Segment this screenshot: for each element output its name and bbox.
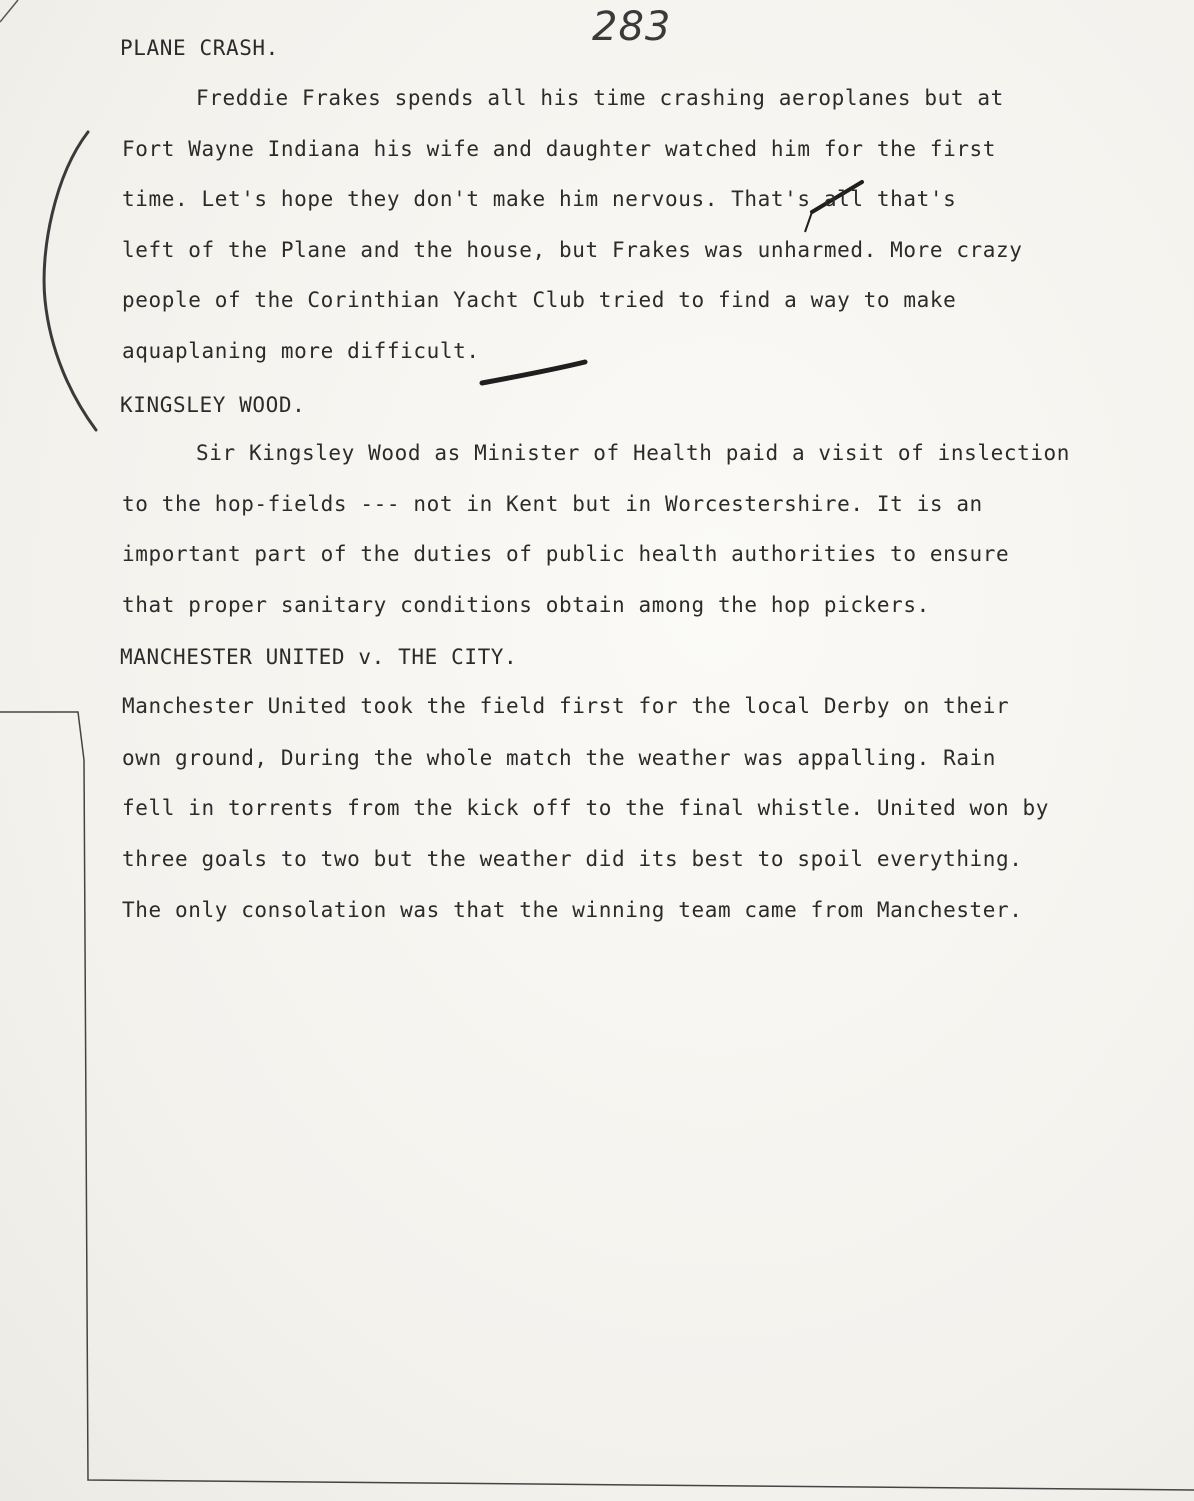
text-line: Manchester United took the field first for the local Derby on their <box>122 694 1010 718</box>
text-line: to the hop-fields --- not in Kent but in Worcestershire. It is an <box>122 492 983 516</box>
text-line: important part of the duties of public health authorities to ensure <box>122 542 1010 566</box>
handwritten-page-number: 283 <box>592 4 672 50</box>
top-left-corner-edge <box>0 0 18 22</box>
text-line: aquaplaning more difficult. <box>122 339 480 363</box>
text-line: fell in torrents from the kick off to the final whistle. United won by <box>122 796 1050 820</box>
section-heading-plane-crash: PLANE CRASH. <box>120 36 279 60</box>
text-line: three goals to two but the weather did its best to spoil everything. <box>122 847 1023 871</box>
text-line: that proper sanitary conditions obtain among the hop pickers. <box>122 593 930 617</box>
text-line: Freddie Frakes spends all his time crashing aeroplanes but at <box>196 86 1004 110</box>
text-line: The only consolation was that the winning team came from Manchester. <box>122 898 1023 922</box>
page-corner-edge <box>0 712 1194 1490</box>
text-line: time. Let's hope they don't make him nervous. That's all that's <box>122 187 957 211</box>
text-line: left of the Plane and the house, but Frakes was unharmed. More crazy <box>122 238 1023 262</box>
margin-bracket-mark <box>44 132 96 430</box>
cut-mark-tail <box>805 212 812 232</box>
section-heading-manchester-united: MANCHESTER UNITED v. THE CITY. <box>120 645 518 669</box>
cut-mark-dash <box>482 362 585 383</box>
text-line: own ground, During the whole match the weather was appalling. Rain <box>122 746 997 770</box>
text-line: Fort Wayne Indiana his wife and daughter watched him for the first <box>122 137 997 161</box>
section-heading-kingsley-wood: KINGSLEY WOOD. <box>120 393 306 417</box>
text-line: Sir Kingsley Wood as Minister of Health paid a visit of inslection <box>196 441 1071 465</box>
text-line: people of the Corinthian Yacht Club tried to find a way to make <box>122 288 957 312</box>
